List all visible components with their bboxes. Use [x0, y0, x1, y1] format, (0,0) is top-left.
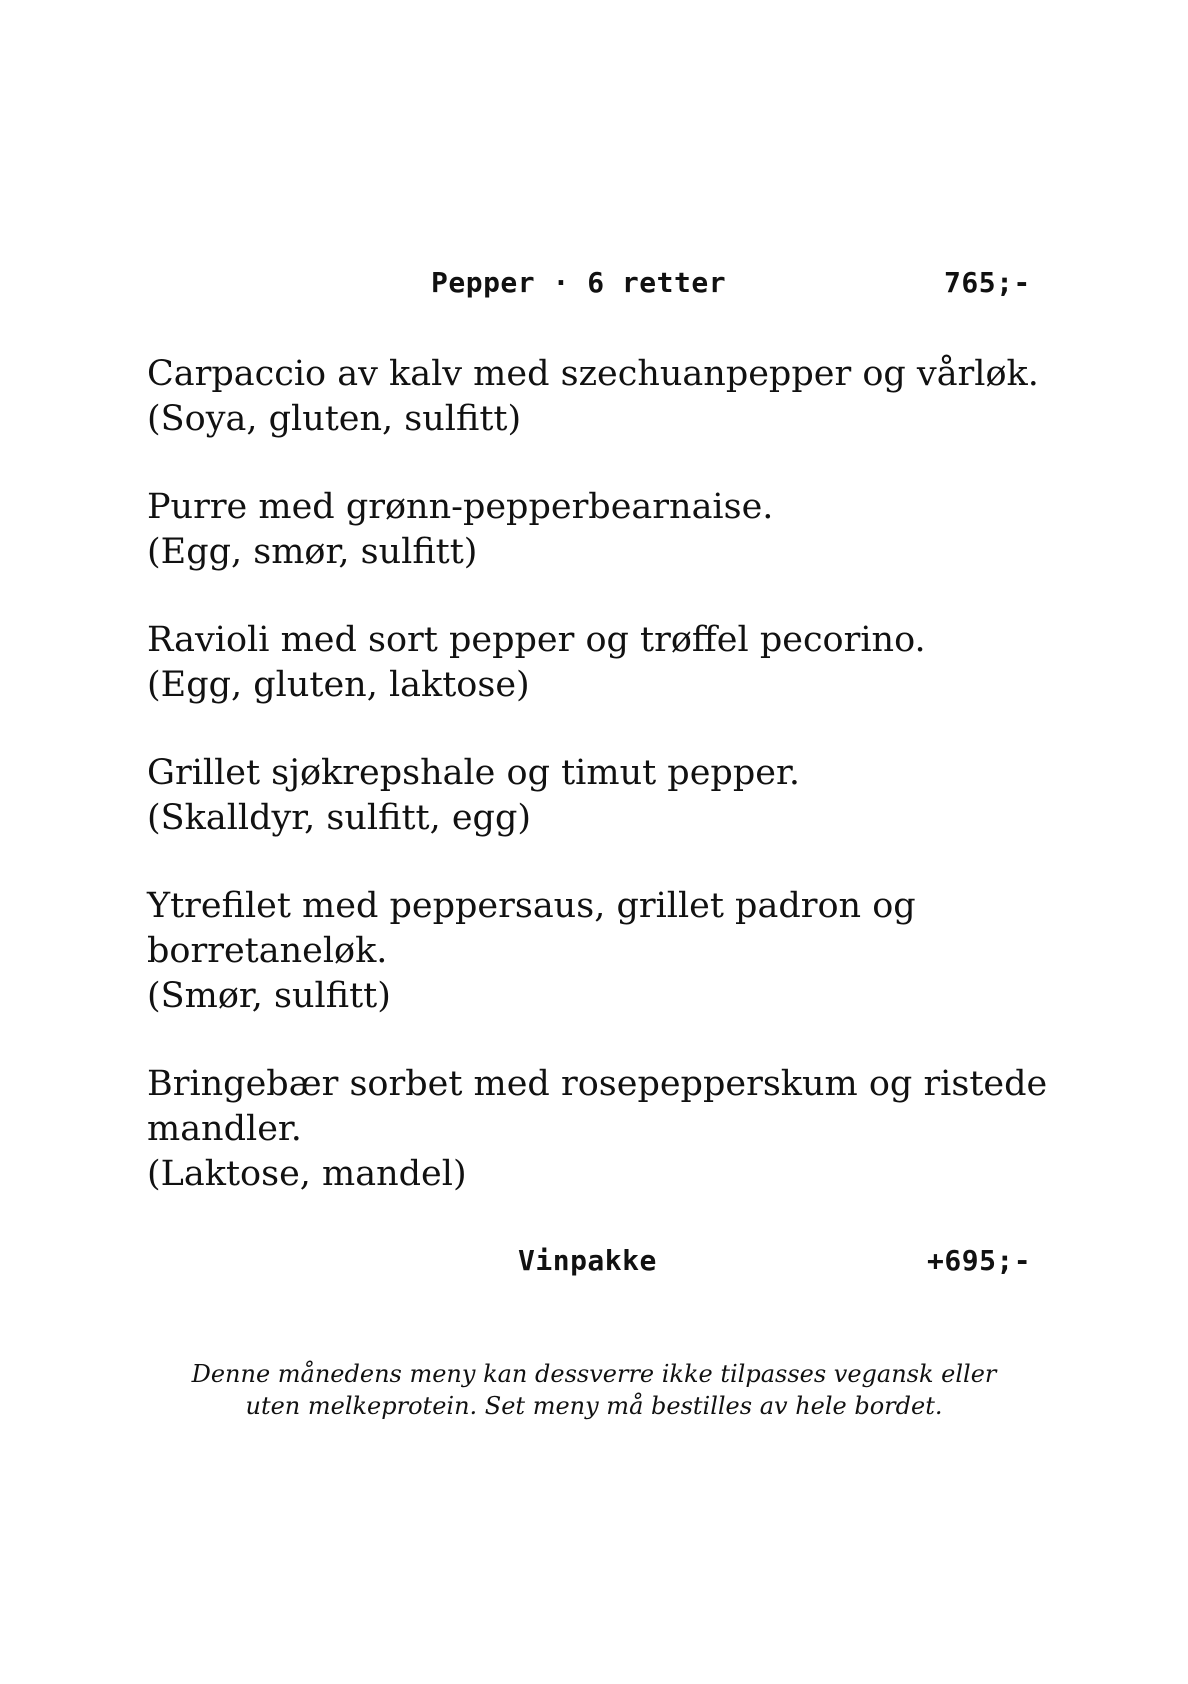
- course-item: [147, 884, 1067, 1019]
- course-name: Ravioli med sort pepper og trøffel pecorino.: [147, 620, 926, 660]
- course-allergens: (Laktose, mandel): [147, 1154, 467, 1194]
- course-allergens: (Smør, sulfitt): [147, 976, 391, 1016]
- menu-note-line: Denne månedens meny kan dessverre ikke tilpasses vegansk eller: [191, 1360, 997, 1388]
- course-allergens: (Egg, smør, sulfitt): [147, 532, 478, 572]
- wine-pairing-price: +695;-: [927, 1244, 1032, 1277]
- course-item: [147, 751, 1067, 841]
- course-name: Carpaccio av kalv med szechuanpepper og vårløk.: [147, 354, 1039, 394]
- wine-pairing-label: Vinpakke: [518, 1244, 657, 1277]
- course-item: [147, 1062, 1067, 1197]
- course-item: [147, 352, 1067, 442]
- menu-note: [94, 1358, 1094, 1422]
- course-name: Purre med grønn-pepperbearnaise.: [147, 487, 774, 527]
- course-item: [147, 618, 1067, 708]
- course-allergens: (Egg, gluten, laktose): [147, 665, 530, 705]
- course-allergens: (Skalldyr, sulfitt, egg): [147, 798, 532, 838]
- course-name: Grillet sjøkrepshale og timut pepper.: [147, 753, 800, 793]
- course-item: [147, 485, 1067, 575]
- menu-price: 765;-: [944, 266, 1031, 299]
- course-name: Bringebær sorbet med rosepepperskum og ristede mandler.: [147, 1064, 1048, 1149]
- course-list: [147, 352, 1067, 1197]
- course-allergens: (Soya, gluten, sulfitt): [147, 399, 522, 439]
- course-name: Ytrefilet med peppersaus, grillet padron og borretaneløk.: [147, 886, 916, 971]
- menu-note-line: uten melkeprotein. Set meny må bestilles av hele bordet.: [245, 1392, 943, 1420]
- menu-title: Pepper · 6 retter: [431, 266, 727, 299]
